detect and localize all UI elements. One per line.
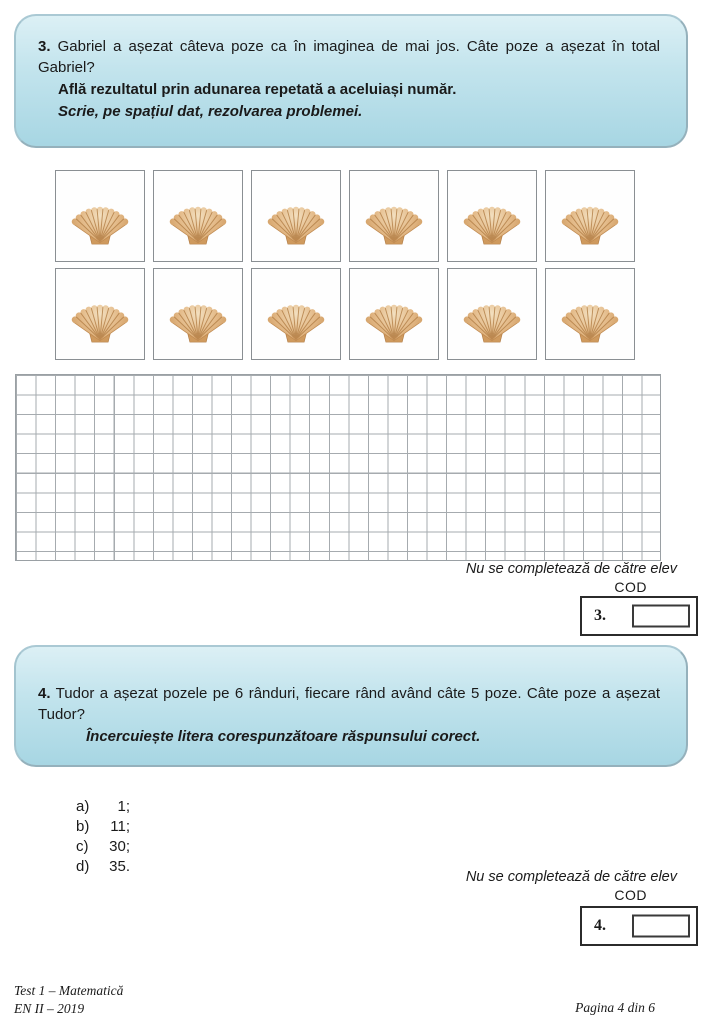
- question-4-text: 4. Tudor a așezat pozele pe 6 rânduri, fiecare rând având câte 5 poze. Câte poze a așezat Tudor?: [38, 685, 660, 723]
- cod-box-q4: [580, 906, 698, 946]
- cod-label: COD: [614, 887, 647, 903]
- option-value: 11;: [110, 818, 130, 835]
- footer-exam-name: EN II – 2019: [14, 1001, 85, 1016]
- photo-cell: [447, 170, 537, 262]
- option-d[interactable]: [76, 857, 130, 877]
- option-letter: c): [76, 838, 89, 855]
- not-filled-by-student-note: Nu se completează de către elev: [465, 869, 677, 885]
- question-3-number: 3.: [38, 38, 51, 55]
- scallop-shell-icon: [62, 277, 138, 351]
- scallop-shell-icon: [258, 179, 334, 253]
- photo-cell: [251, 268, 341, 360]
- scallop-shell-icon: [356, 277, 432, 351]
- photo-row-1: [55, 170, 635, 262]
- scallop-shell-icon: [160, 179, 236, 253]
- question-3-box: [14, 14, 688, 148]
- scallop-shell-icon: [258, 277, 334, 351]
- question-4-box: [14, 645, 688, 767]
- photo-cell: [153, 170, 243, 262]
- photo-cell: [55, 268, 145, 360]
- cod-box-q3: [580, 596, 698, 636]
- option-b[interactable]: [76, 817, 130, 837]
- cod-label: COD: [614, 579, 647, 595]
- question-3-text: 3. Gabriel a așezat câteva poze ca în imaginea de mai jos. Câte poze a așezat în total Gabriel?: [38, 38, 660, 76]
- option-letter: b): [76, 818, 90, 835]
- scallop-shell-icon: [62, 179, 138, 253]
- photo-cell: [545, 268, 635, 360]
- option-a[interactable]: [76, 797, 130, 817]
- cod-item-number: 3.: [594, 607, 606, 624]
- option-value: 35.: [109, 858, 130, 875]
- cod-item-number: 4.: [594, 917, 606, 934]
- option-c[interactable]: [76, 837, 130, 857]
- footer-test-name: Test 1 – Matematică: [14, 983, 124, 998]
- scallop-shell-icon: [454, 277, 530, 351]
- question-4-number: 4.: [38, 685, 51, 702]
- scallop-shell-icon: [356, 179, 432, 253]
- scallop-shell-icon: [552, 179, 628, 253]
- option-letter: a): [76, 798, 90, 815]
- footer-test-info: [14, 982, 123, 1018]
- photo-cell: [55, 170, 145, 262]
- photo-cell: [251, 170, 341, 262]
- photo-cell: [153, 268, 243, 360]
- photo-row-2: [55, 268, 635, 360]
- answer-options: [76, 797, 130, 877]
- question-3-instruction-bold: Află rezultatul prin adunarea repetată a aceluiași număr.: [58, 81, 457, 98]
- cod-entry-field-q4: [632, 915, 690, 938]
- question-4-instruction-italic: Încercuiește litera corespunzătoare răspunsului corect.: [86, 728, 481, 745]
- option-value: 30;: [109, 838, 130, 855]
- working-space-grid[interactable]: [15, 374, 661, 561]
- cod-entry-field-q3: [632, 605, 690, 628]
- scallop-shell-icon: [454, 179, 530, 253]
- footer-page-number: Pagina 4 din 6: [575, 1000, 655, 1015]
- photo-cell: [545, 170, 635, 262]
- scallop-shell-icon: [552, 277, 628, 351]
- option-value: 1;: [117, 798, 130, 815]
- question-3-instruction-italic: Scrie, pe spațiul dat, rezolvarea problemei.: [58, 103, 363, 120]
- not-filled-by-student-note: Nu se completează de către elev: [465, 561, 677, 577]
- photo-cell: [349, 268, 439, 360]
- option-letter: d): [76, 858, 90, 875]
- scallop-shell-icon: [160, 277, 236, 351]
- photo-cell: [447, 268, 537, 360]
- photo-cell: [349, 170, 439, 262]
